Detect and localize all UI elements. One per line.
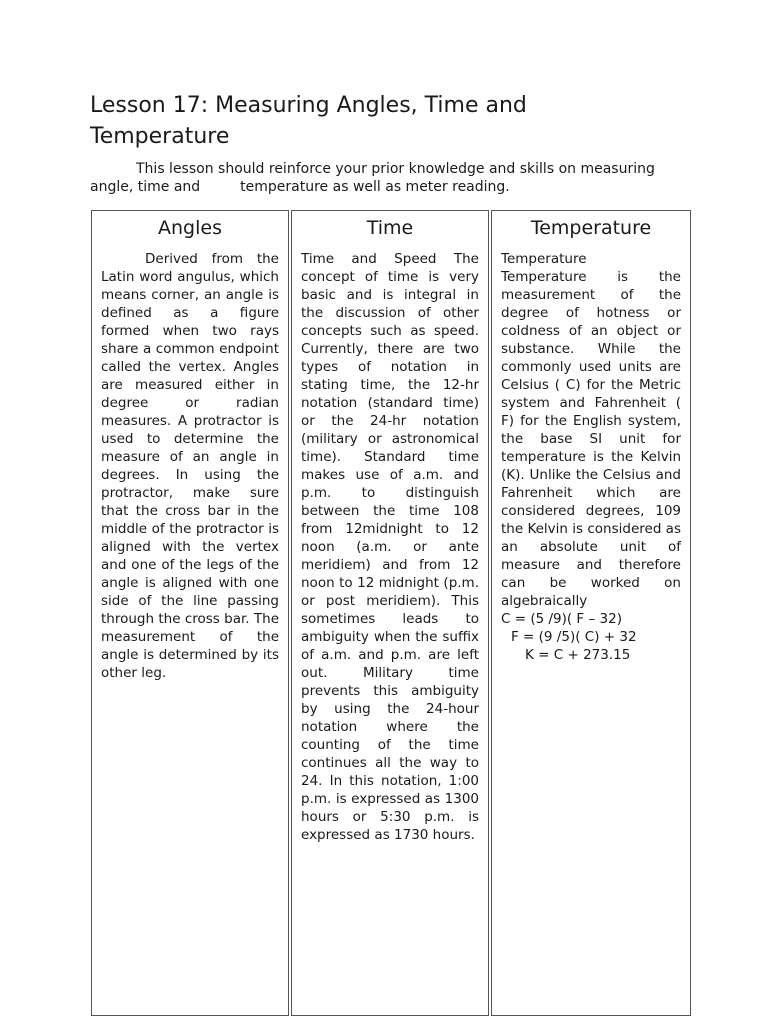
time-body: Time and Speed The concept of time is very basic and is integral in the discussion of other concepts such as speed. Currently, there are two types of notation in stating time, the 12-hr notation (standard time) or the 24-hr notation (military or astronomical time). Standard time makes use of a.m. and p.m. to distinguish between the time 108 from 12midnight to 12 noon (a.m. or ante meridiem) and from 12 noon to 12 midnight (p.m. or post meridiem). This sometimes leads to ambiguity when the suffix of a.m. and p.m. are left out. Military time prevents this ambiguity by using the 24-hour notation where the counting of the time continues all the way to 24. In this notation, 1:00 p.m. is expressed as 1300 hours or 5:30 p.m. is expressed as 1730 hours. — [301, 251, 479, 843]
temperature-body: Temperature is the measurement of the degree of hotness or coldness of an object or substance. While the commonly used units are Celsius ( C) for the Metric system and Fahrenheit ( F) for the English system, the base SI unit for temperature is the Kelvin (K). Unlike the Celsius and Fahrenheit which are considered degrees, 109 the Kelvin is considered as an absolute unit of measure and therefore can be worked on algebraically — [501, 269, 681, 609]
angles-heading: Angles — [158, 217, 222, 239]
time-column — [291, 210, 489, 1016]
lesson-title: Lesson 17: Measuring Angles, Time and Temperature — [90, 93, 527, 149]
intro-text-part2: temperature as well as meter reading. — [240, 179, 510, 195]
topic-columns — [91, 210, 691, 1016]
temperature-column — [491, 210, 691, 1016]
kelvin-formula: K = C + 273.15 — [525, 647, 631, 663]
intro-text-part1: This lesson should reinforce your prior knowledge and skills on measuring angle, time and — [90, 161, 655, 195]
temperature-subheading: Temperature — [501, 251, 587, 267]
fahrenheit-formula: F = (9 /5)( C) + 32 — [511, 629, 637, 645]
time-heading: Time — [366, 217, 414, 239]
lesson-intro — [90, 160, 660, 196]
celsius-formula: C = (5 /9)( F – 32) — [501, 611, 622, 627]
angles-body: Derived from the Latin word angulus, which means corner, an angle is defined as a figure formed when two rays share a common endpoint called the vertex. Angles are measured either in degree or radian measures. A protractor is used to determine the measure of an angle in degrees. In using the protractor, make sure that the cross bar in the middle of the protractor is aligned with the vertex and one of the legs of the angle is aligned with one side of the line passing through the cross bar. The measurement of the angle is determined by its other leg. — [101, 251, 279, 681]
angles-column — [91, 210, 289, 1016]
temperature-heading: Temperature — [530, 217, 652, 239]
